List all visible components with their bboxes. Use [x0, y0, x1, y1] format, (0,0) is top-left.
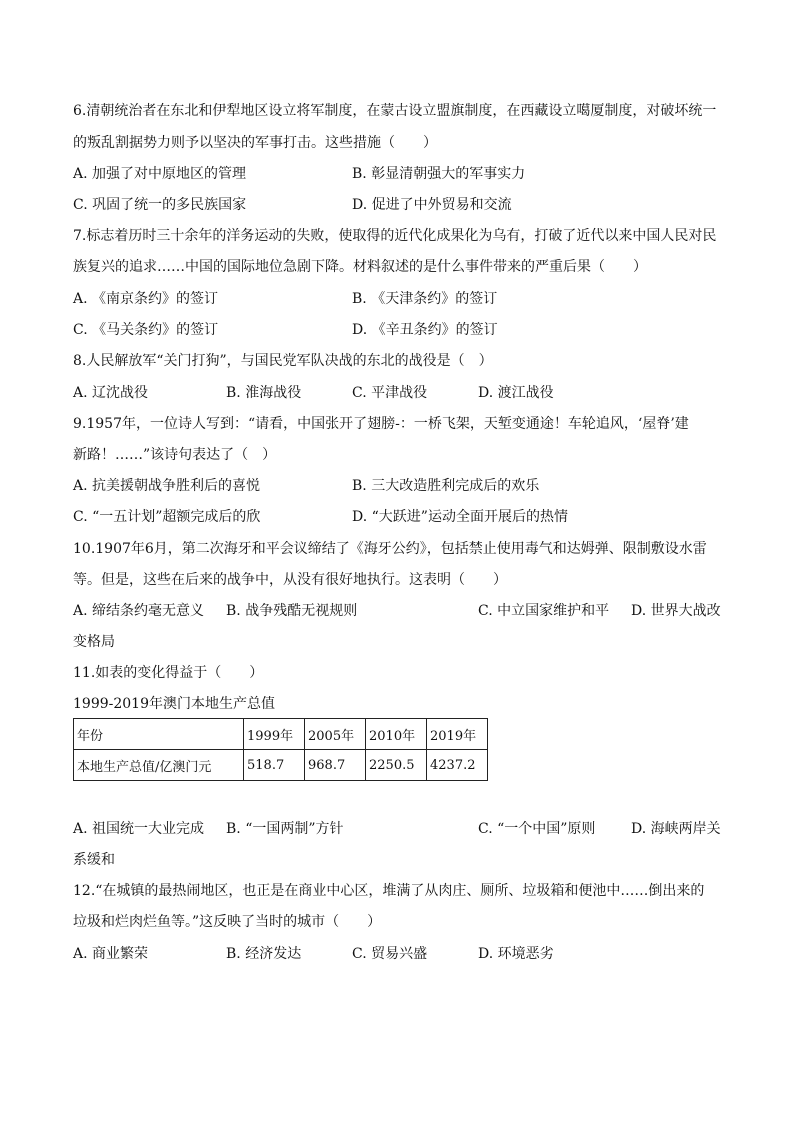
q7-option-d: D. 《辛丑条约》的签订 — [352, 322, 498, 338]
q6-stem-line2: 的叛乱割据势力则予以坚决的军事打击。这些措施（ ） — [73, 135, 437, 151]
table-header-cell: 2010年 — [366, 719, 427, 750]
q12-stem-line1: 12.“在城镇的最热闹地区，也正是在商业中心区，堆满了从肉庄、厕所、垃圾箱和便池中……倒出来的 — [73, 883, 705, 899]
q9-stem-line2: 新路！……”该诗句表达了（ ） — [73, 447, 277, 463]
q11-option-a: A. 祖国统一大业完成 — [73, 821, 205, 837]
q9-option-a: A. 抗美援朝战争胜利后的喜悦 — [73, 478, 261, 494]
table-cell: 2250.5 — [366, 750, 427, 781]
q10-stem-line1: 10.1907年6月，第二次海牙和平会议缔结了《海牙公约》，包括禁止使用毒气和达姆弹、限制敷设水雷 — [73, 541, 707, 557]
q9-option-d: D. “大跃进”运动全面开展后的热情 — [352, 509, 568, 525]
q8-stem: 8.人民解放军“关门打狗”，与国民党军队决战的东北的战役是（ ） — [73, 353, 493, 369]
q10-option-a: A. 缔结条约毫无意义 — [73, 603, 205, 619]
table-header-cell: 年份 — [74, 719, 244, 750]
q9-option-c: C. “一五计划”超额完成后的欣 — [73, 509, 261, 525]
q10-option-b: B. 战争残酷无视规则 — [226, 603, 358, 619]
q7-stem-line1: 7.标志着历时三十余年的洋务运动的失败，使取得的近代化成果化为乌有，打破了近代以来中国人民对民 — [73, 228, 717, 244]
q8-option-c: C. 平津战役 — [352, 385, 428, 401]
gdp-table — [73, 718, 488, 781]
q8-option-b: B. 淮海战役 — [226, 385, 302, 401]
table-header-row — [74, 719, 488, 750]
q9-option-b: B. 三大改造胜利完成后的欢乐 — [352, 478, 540, 494]
table-row — [74, 750, 488, 781]
q12-option-d: D. 环境恶劣 — [478, 946, 554, 962]
q8-option-a: A. 辽沈战役 — [73, 385, 149, 401]
q6-option-b: B. 彰显清朝强大的军事实力 — [352, 166, 526, 182]
q11-option-d: D. 海峡两岸关 — [631, 821, 721, 837]
table-cell: 4237.2 — [427, 750, 488, 781]
q6-option-a: A. 加强了对中原地区的管理 — [73, 166, 247, 182]
table-cell: 968.7 — [305, 750, 366, 781]
q6-stem-line1: 6.清朝统治者在东北和伊犁地区设立将军制度，在蒙古设立盟旗制度，在西藏设立噶厦制度，对破坏统一 — [73, 103, 717, 119]
q9-stem-line1: 9.1957年，一位诗人写到：“请看，中国张开了翅膀-：一桥飞架，天堑变通途！车轮追风，‘屋脊’建 — [73, 416, 689, 432]
table-header-cell: 2005年 — [305, 719, 366, 750]
q11-option-c: C. “一个中国”原则 — [478, 821, 596, 837]
q6-option-c: C. 巩固了统一的多民族国家 — [73, 197, 247, 213]
q12-stem-line2: 垃圾和烂肉烂鱼等。”这反映了当时的城市（ ） — [73, 914, 382, 930]
q10-option-c: C. 中立国家维护和平 — [478, 603, 610, 619]
q6-option-d: D. 促进了中外贸易和交流 — [352, 197, 512, 213]
table-header-cell: 1999年 — [244, 719, 305, 750]
q11-stem: 11.如表的变化得益于（ ） — [73, 665, 264, 681]
q10-option-d-continued: 变格局 — [73, 634, 115, 650]
q7-option-c: C. 《马关条约》的签订 — [73, 322, 219, 338]
q7-option-a: A. 《南京条约》的签订 — [73, 291, 219, 307]
q12-option-b: B. 经济发达 — [226, 946, 302, 962]
q7-option-b: B. 《天津条约》的签订 — [352, 291, 498, 307]
q12-option-c: C. 贸易兴盛 — [352, 946, 428, 962]
q12-option-a: A. 商业繁荣 — [73, 946, 149, 962]
q10-stem-line2: 等。但是，这些在后来的战争中，从没有很好地执行。这表明（ ） — [73, 572, 507, 588]
q11-option-b: B. “一国两制”方针 — [226, 821, 344, 837]
q10-option-d: D. 世界大战改 — [631, 603, 721, 619]
table-cell: 518.7 — [244, 750, 305, 781]
q8-option-d: D. 渡江战役 — [478, 385, 554, 401]
q7-stem-line2: 族复兴的追求……中国的国际地位急剧下降。材料叙述的是什么事件带来的严重后果（ ） — [73, 259, 647, 275]
table-cell: 本地生产总值/亿澳门元 — [74, 750, 244, 781]
table-header-cell: 2019年 — [427, 719, 488, 750]
q11-option-d-continued: 系缓和 — [73, 852, 115, 868]
q11-table-title: 1999-2019年澳门本地生产总值 — [73, 696, 275, 712]
